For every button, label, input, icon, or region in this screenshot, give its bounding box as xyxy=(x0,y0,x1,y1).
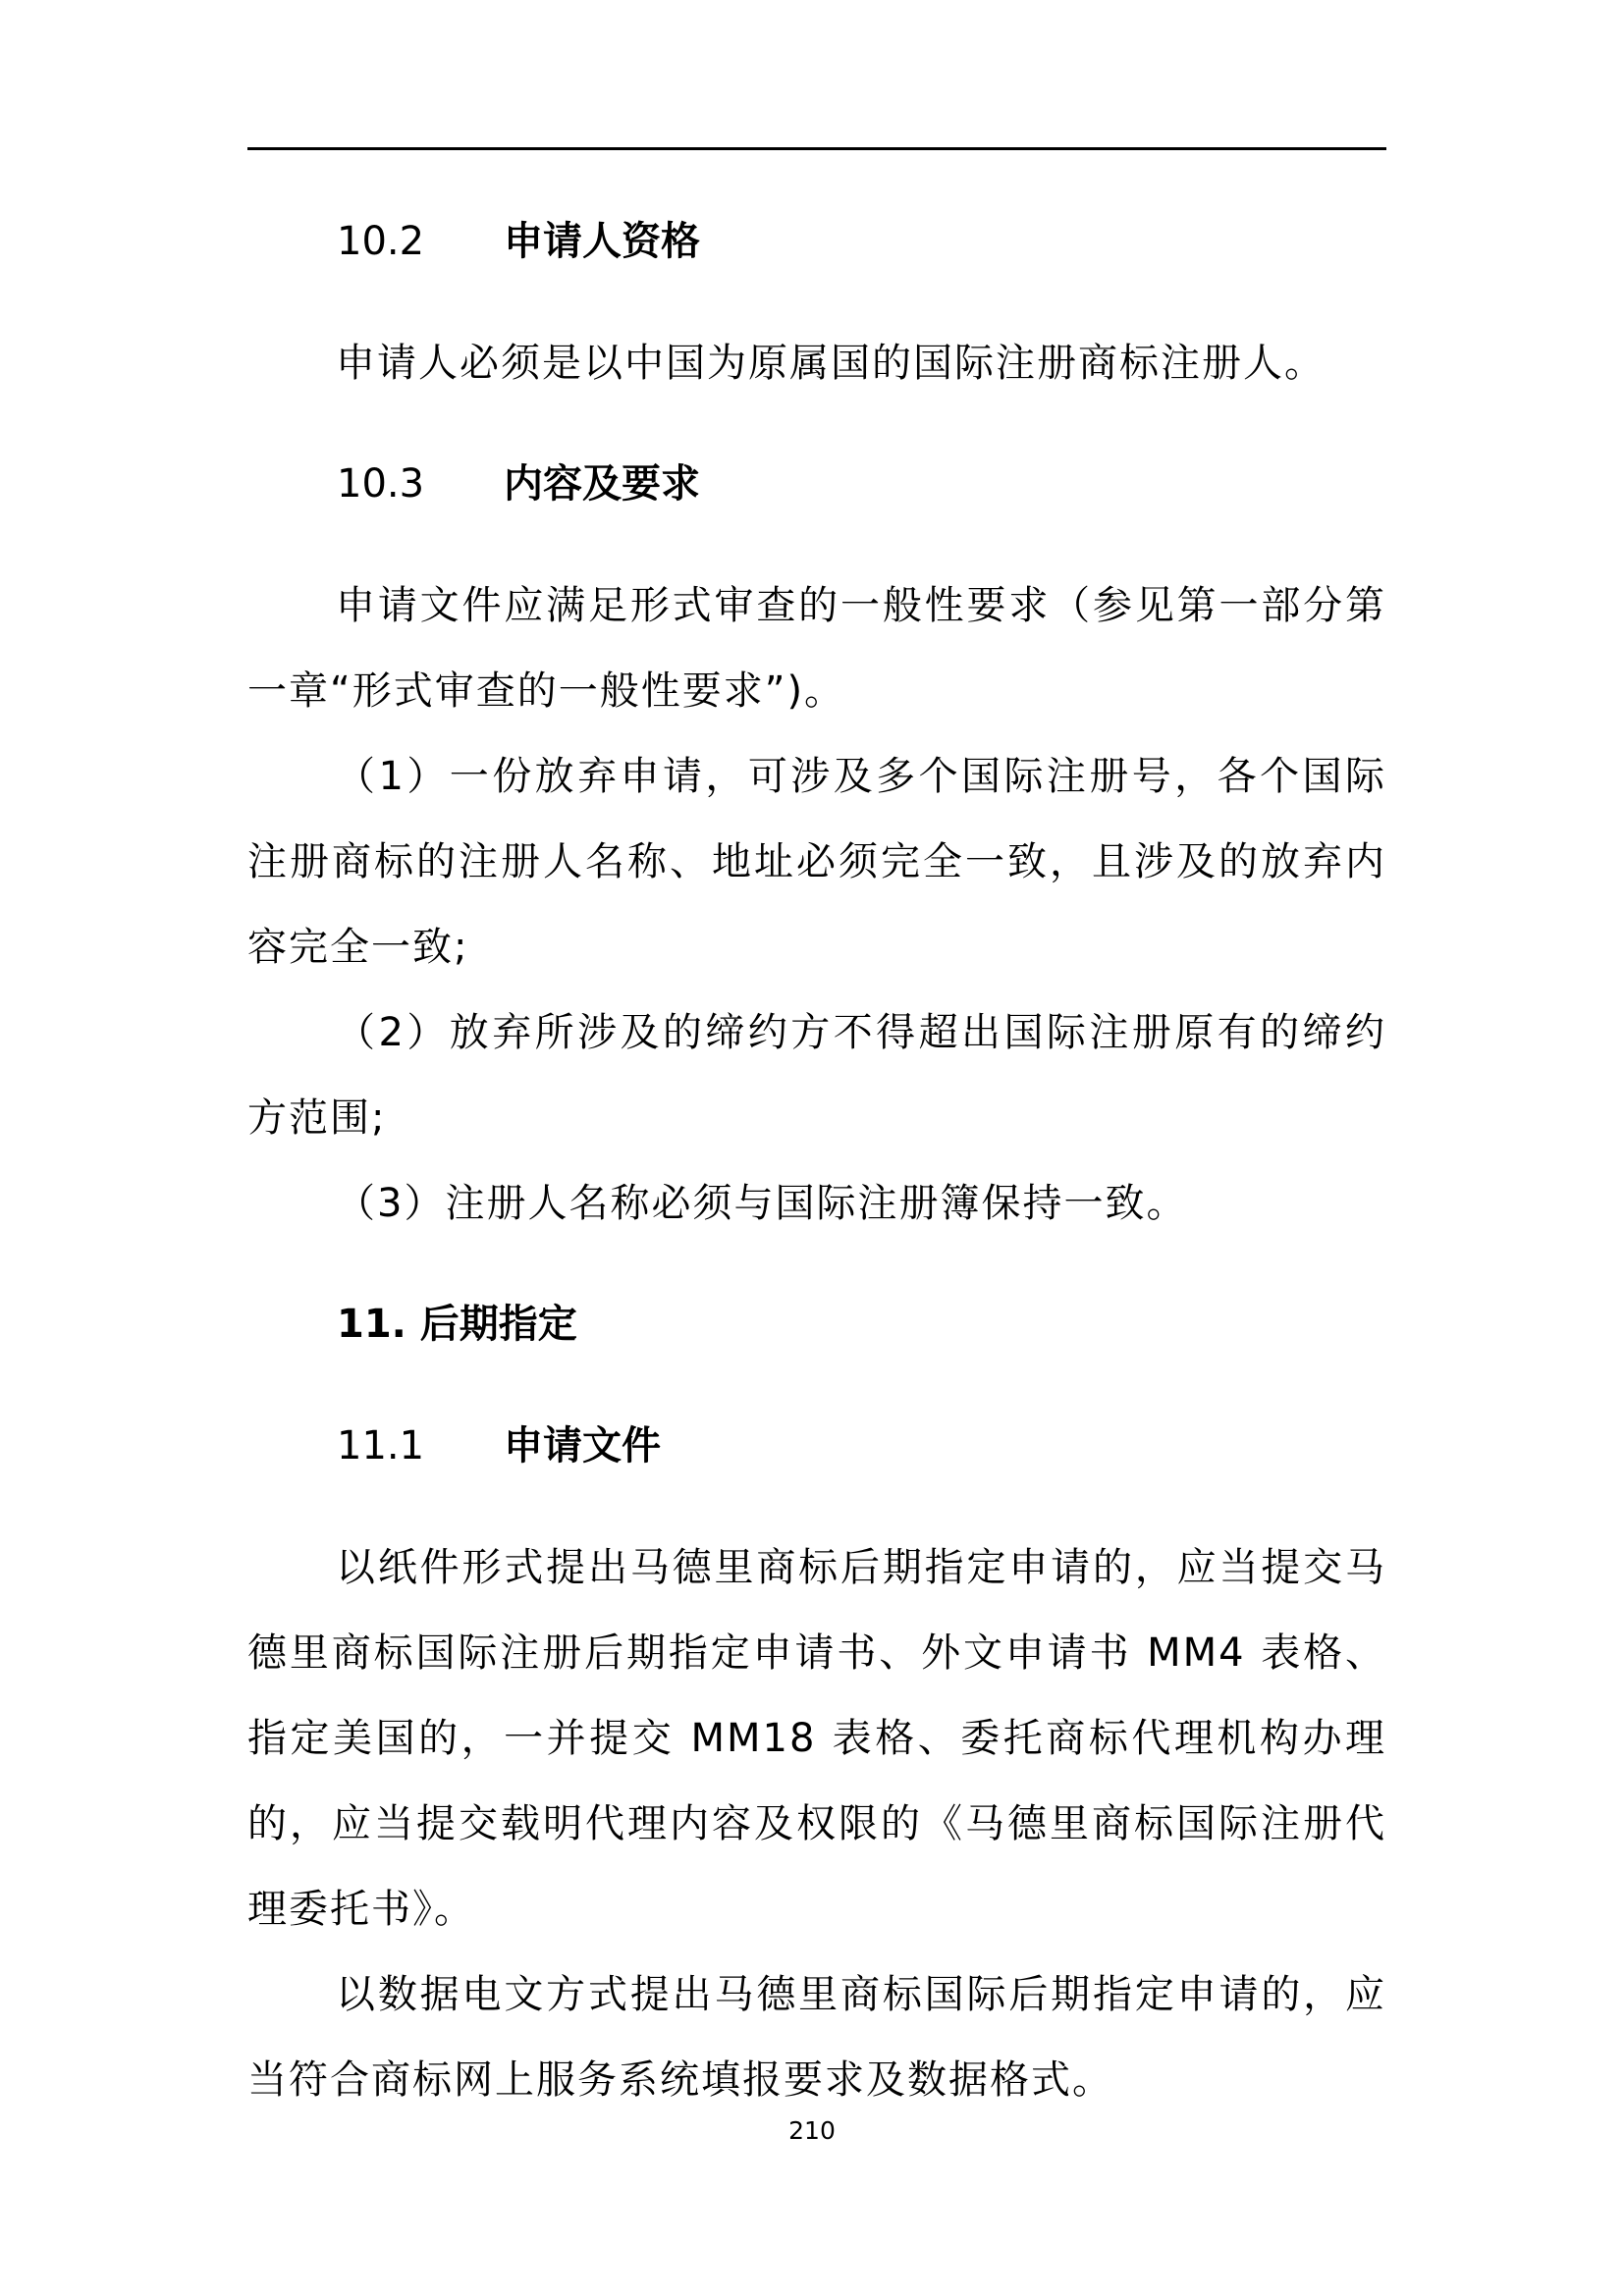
section-10-3-paragraph-1: 申请文件应满足形式审查的一般性要求（参见第一部分第一章“形式审查的一般性要求”)。 xyxy=(247,583,1386,714)
section-10-3-title: 内容及要求 xyxy=(504,461,700,507)
section-10-3-heading xyxy=(337,458,700,509)
section-10-2-heading xyxy=(337,216,700,267)
section-11-1-title: 申请文件 xyxy=(504,1423,661,1468)
section-11-heading: 11. 后期指定 xyxy=(337,1302,577,1347)
section-10-2-paragraph: 申请人必须是以中国为原属国的国际注册商标注册人。 xyxy=(336,341,1326,386)
section-11-1-number: 11.1 xyxy=(337,1423,425,1468)
section-10-3-item-3: （3）注册人名称必须与国际注册簿保持一致。 xyxy=(336,1181,1188,1226)
section-11-1-paragraph-1: 以纸件形式提出马德里商标后期指定申请的，应当提交马德里商标国际注册后期指定申请书、外文申请书 MM4 表格、指定美国的，一并提交 MM18 表格、委托商标代理机构办理的，应当提交载明代理内容及权限的《马德里商标国际注册代理委托书》。 xyxy=(247,1545,1386,1932)
page-number: 210 xyxy=(788,2116,836,2145)
section-10-3-item-2: （2）放弃所涉及的缔约方不得超出国际注册原有的缔约方范围; xyxy=(247,1010,1386,1141)
header-rule xyxy=(247,147,1386,150)
section-11-1-paragraph-2: 以数据电文方式提出马德里商标国际后期指定申请的，应当符合商标网上服务系统填报要求及数据格式。 xyxy=(247,1972,1386,2103)
section-10-2-number: 10.2 xyxy=(337,219,425,264)
section-11-1-heading xyxy=(337,1420,661,1471)
section-10-3-item-1: （1）一份放弃申请，可涉及多个国际注册号，各个国际注册商标的注册人名称、地址必须完全一致，且涉及的放弃内容完全一致; xyxy=(247,754,1386,970)
section-10-2-title: 申请人资格 xyxy=(504,219,700,264)
section-10-3-number: 10.3 xyxy=(337,461,425,507)
